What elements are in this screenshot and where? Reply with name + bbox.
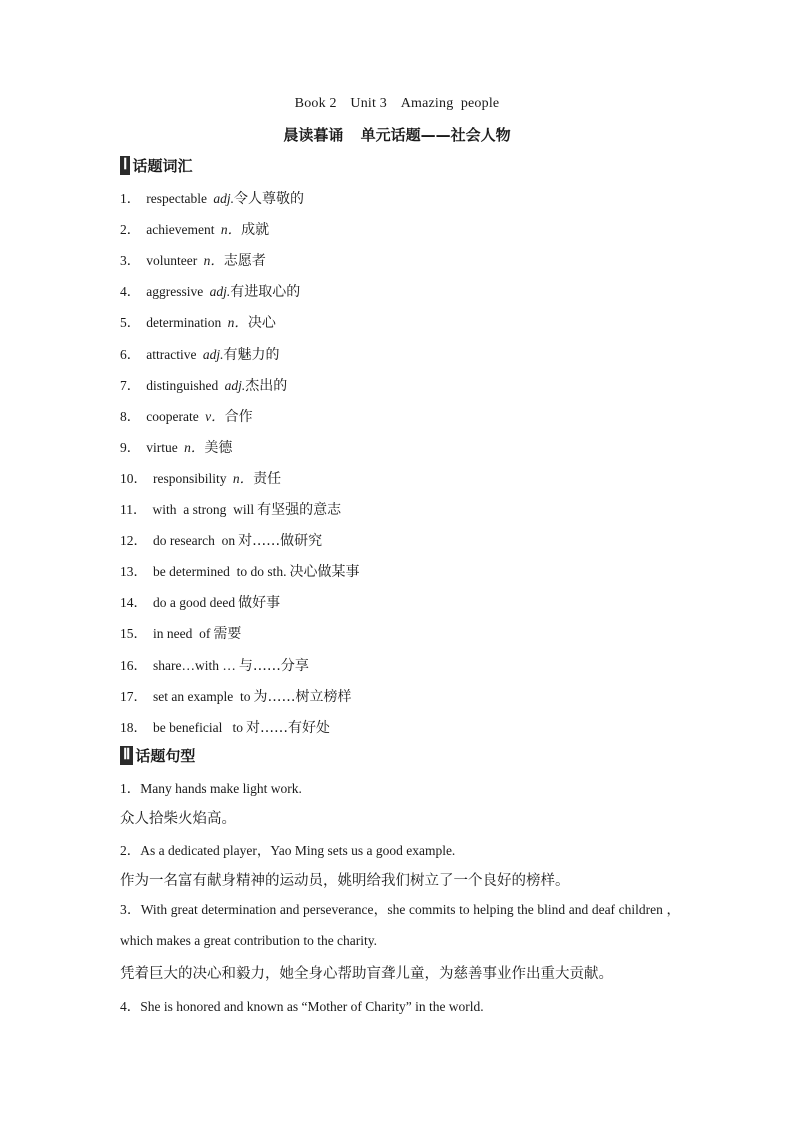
vocab-number: 11． [120, 502, 147, 517]
vocab-item [120, 249, 266, 270]
vocab-number: 12． [120, 533, 147, 549]
vocab-part-of-speech: n． [184, 439, 205, 455]
vocab-english: aggressive [146, 284, 204, 300]
vocab-english: be determined to do sth. [153, 564, 287, 580]
vocab-english: determination [146, 315, 222, 331]
vocab-chinese: 志愿者 [223, 253, 266, 270]
vocab-english: with a strong will [152, 502, 255, 517]
vocab-chinese: 对……做研究 [238, 533, 323, 550]
section-numeral: Ⅱ [120, 746, 133, 765]
vocab-english: attractive [146, 346, 197, 362]
vocab-english: do a good deed [153, 595, 236, 611]
section-numeral: Ⅰ [120, 156, 130, 175]
vocab-number: 5． [120, 315, 141, 331]
vocab-english: set an example to [153, 688, 251, 704]
vocab-chinese: 对……有好处 [245, 719, 330, 736]
vocab-part-of-speech: n． [227, 315, 248, 331]
vocab-chinese: 杰出的 [245, 377, 288, 394]
section-title: 话题句型 [135, 746, 196, 765]
vocab-item [120, 622, 241, 643]
vocab-chinese: 有坚强的意志 [257, 502, 342, 518]
vocab-item [120, 405, 253, 426]
vocab-item [120, 280, 300, 301]
vocab-chinese: 责任 [253, 470, 282, 487]
sentence-4-english: 4．She is honored and known as “Mother of Charity” in the world. [120, 999, 484, 1014]
vocab-english: achievement [146, 222, 215, 238]
vocab-item [120, 560, 359, 581]
vocab-item [120, 436, 232, 457]
subtitle-left: 晨读暮诵 [283, 126, 344, 144]
vocab-part-of-speech: adj. [209, 284, 231, 300]
vocab-item [120, 716, 330, 737]
document-subtitle [0, 124, 794, 145]
vocab-part-of-speech: adj. [202, 346, 224, 362]
vocab-english: volunteer [146, 253, 198, 269]
vocab-number: 1． [120, 191, 141, 206]
vocab-number: 13． [120, 564, 147, 580]
sentence-1-chinese: 众人拾柴火焰高。 [120, 811, 236, 827]
vocab-number: 8． [120, 408, 141, 424]
vocab-english: virtue [146, 439, 178, 455]
vocab-number: 4． [120, 284, 141, 300]
unit-label: Unit 3 [350, 96, 387, 111]
sentence-2-chinese: 作为一名富有献身精神的运动员，姚明给我们树立了一个良好的榜样。 [120, 873, 570, 889]
vocab-item [120, 591, 280, 612]
vocab-number: 2． [120, 222, 141, 238]
vocab-chinese: 合作 [224, 408, 253, 425]
vocab-part-of-speech: adj. [213, 191, 234, 206]
vocab-part-of-speech: n． [203, 253, 224, 269]
vocab-chinese: 令人尊敬的 [233, 191, 304, 207]
vocab-number: 10． [120, 470, 147, 486]
vocab-item [120, 529, 322, 550]
vocab-number: 14． [120, 595, 147, 611]
vocab-part-of-speech: n． [220, 222, 242, 238]
vocab-item [120, 311, 276, 332]
vocab-english: respectable [146, 191, 207, 206]
vocab-number: 16． [120, 657, 147, 673]
vocab-number: 7． [120, 377, 141, 393]
vocab-number: 6． [120, 346, 141, 362]
book-label: Book 2 [294, 96, 337, 111]
vocab-english: distinguished [146, 377, 219, 393]
topic-label: Amazing people [400, 96, 500, 111]
vocab-english: responsibility [153, 470, 227, 486]
vocab-item [120, 187, 304, 208]
vocab-english: in need of [153, 626, 211, 642]
vocab-chinese: 决心 [247, 315, 276, 332]
vocab-item [120, 374, 287, 395]
vocab-english: do research on [153, 533, 236, 549]
vocab-item [120, 467, 281, 488]
vocab-item [120, 654, 309, 675]
sentence-3-chinese: 凭着巨大的决心和毅力，她全身心帮助盲聋儿童，为慈善事业作出重大贡献。 [120, 966, 613, 982]
vocab-item [120, 498, 341, 519]
vocab-chinese: 有魅力的 [223, 346, 280, 363]
sentence-1-english: 1．Many hands make light work. [120, 781, 302, 796]
vocab-part-of-speech: n． [232, 470, 254, 486]
vocab-part-of-speech: adj. [224, 377, 246, 393]
vocab-chinese: 做好事 [238, 595, 281, 612]
subtitle-right: 单元话题——社会人物 [360, 126, 511, 144]
section-heading-sentences [120, 745, 195, 765]
vocab-english: share…with … [153, 657, 236, 673]
vocab-item [120, 343, 279, 364]
section-heading-vocabulary [120, 155, 192, 175]
vocab-part-of-speech: v． [205, 408, 225, 424]
vocab-chinese: 有进取心的 [230, 284, 301, 301]
vocab-number: 15． [120, 626, 147, 642]
vocab-english: be beneficial to [153, 719, 243, 735]
vocab-number: 3． [120, 253, 141, 269]
vocab-number: 18． [120, 719, 147, 735]
document-title [0, 96, 794, 112]
vocab-chinese: 决心做某事 [289, 564, 360, 581]
vocab-number: 17． [120, 688, 147, 704]
vocab-chinese: 需要 [213, 626, 242, 643]
sentence-2-english: 2．As a dedicated player，Yao Ming sets us a good example. [120, 843, 456, 858]
section-title: 话题词汇 [132, 156, 193, 175]
vocab-item [120, 218, 269, 239]
vocab-chinese: 成就 [241, 222, 270, 239]
vocab-number: 9． [120, 439, 141, 455]
vocab-chinese: 美德 [204, 439, 233, 456]
vocab-chinese: 与……分享 [238, 657, 309, 674]
vocab-english: cooperate [146, 408, 199, 424]
vocab-item [120, 685, 351, 706]
vocab-chinese: 为……树立榜样 [253, 688, 352, 705]
sentence-3-english: 3．With great determination and perseverance，she commits to helping the blind and deaf children ，which makes a great contribution to the charity. [120, 902, 680, 948]
